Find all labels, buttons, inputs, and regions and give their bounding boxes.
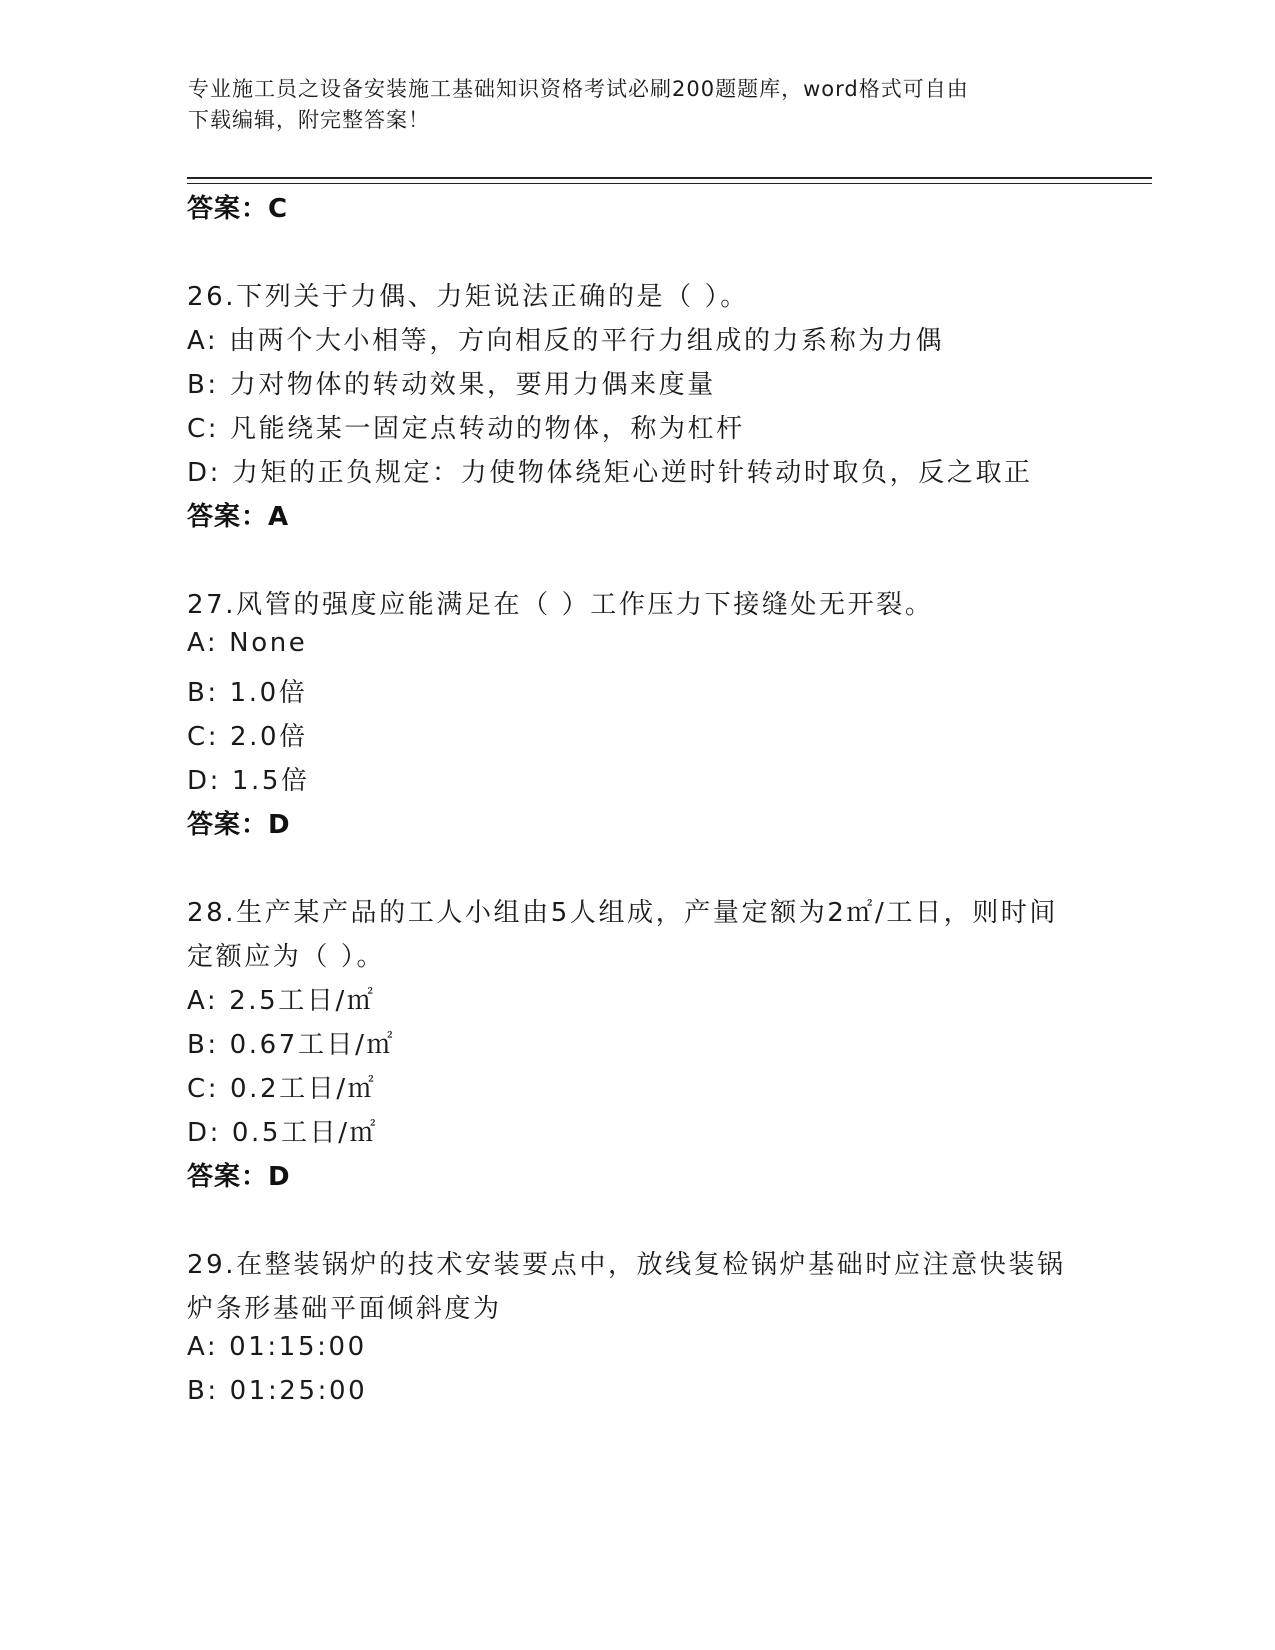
document-header bbox=[188, 74, 1068, 136]
question-26-option-a: A: 由两个大小相等，方向相反的平行力组成的力系称为力偶 bbox=[187, 326, 945, 356]
question-28-stem-line-1: 28.生产某产品的工人小组由5人组成，产量定额为2㎡/工日，则时间 bbox=[187, 898, 1058, 928]
question-26-answer: 答案：A bbox=[187, 502, 290, 532]
question-28-stem-line-2: 定额应为（ ）。 bbox=[187, 942, 386, 972]
question-27-option-b: B: 1.0倍 bbox=[187, 678, 308, 708]
question-26-option-b: B: 力对物体的转动效果，要用力偶来度量 bbox=[187, 370, 716, 400]
header-line-1: 专业施工员之设备安装施工基础知识资格考试必刷200题题库，word格式可自由 bbox=[188, 77, 969, 101]
question-29-option-a: A: 01:15:00 bbox=[187, 1332, 367, 1362]
question-27-answer: 答案：D bbox=[187, 810, 291, 840]
question-29-option-b: B: 01:25:00 bbox=[187, 1376, 368, 1406]
question-27-option-d: D: 1.5倍 bbox=[187, 766, 310, 796]
question-28-option-d: D: 0.5工日/㎡ bbox=[187, 1118, 379, 1148]
question-29-stem-line-2: 炉条形基础平面倾斜度为 bbox=[187, 1294, 502, 1324]
question-26-option-c: C: 凡能绕某一固定点转动的物体，称为杠杆 bbox=[187, 414, 745, 444]
question-28-option-a: A: 2.5工日/㎡ bbox=[187, 986, 376, 1016]
question-28-answer: 答案：D bbox=[187, 1162, 291, 1192]
question-29-stem-line-1: 29.在整装锅炉的技术安装要点中，放线复检锅炉基础时应注意快装锅 bbox=[187, 1250, 1066, 1280]
prev-answer: 答案：C bbox=[187, 194, 289, 224]
question-28-option-c: C: 0.2工日/㎡ bbox=[187, 1074, 377, 1104]
question-27-stem: 27.风管的强度应能满足在（ ）工作压力下接缝处无开裂。 bbox=[187, 590, 934, 620]
header-rule-thick bbox=[187, 177, 1152, 179]
header-rule-thin bbox=[187, 183, 1152, 184]
question-28-option-b: B: 0.67工日/㎡ bbox=[187, 1030, 396, 1060]
header-line-2: 下载编辑，附完整答案！ bbox=[188, 108, 430, 132]
question-27-option-a: A: None bbox=[187, 628, 308, 658]
question-26-option-d: D: 力矩的正负规定：力使物体绕矩心逆时针转动时取负，反之取正 bbox=[187, 458, 1033, 488]
question-26-stem: 26.下列关于力偶、力矩说法正确的是（ ）。 bbox=[187, 282, 749, 312]
question-27-option-c: C: 2.0倍 bbox=[187, 722, 308, 752]
